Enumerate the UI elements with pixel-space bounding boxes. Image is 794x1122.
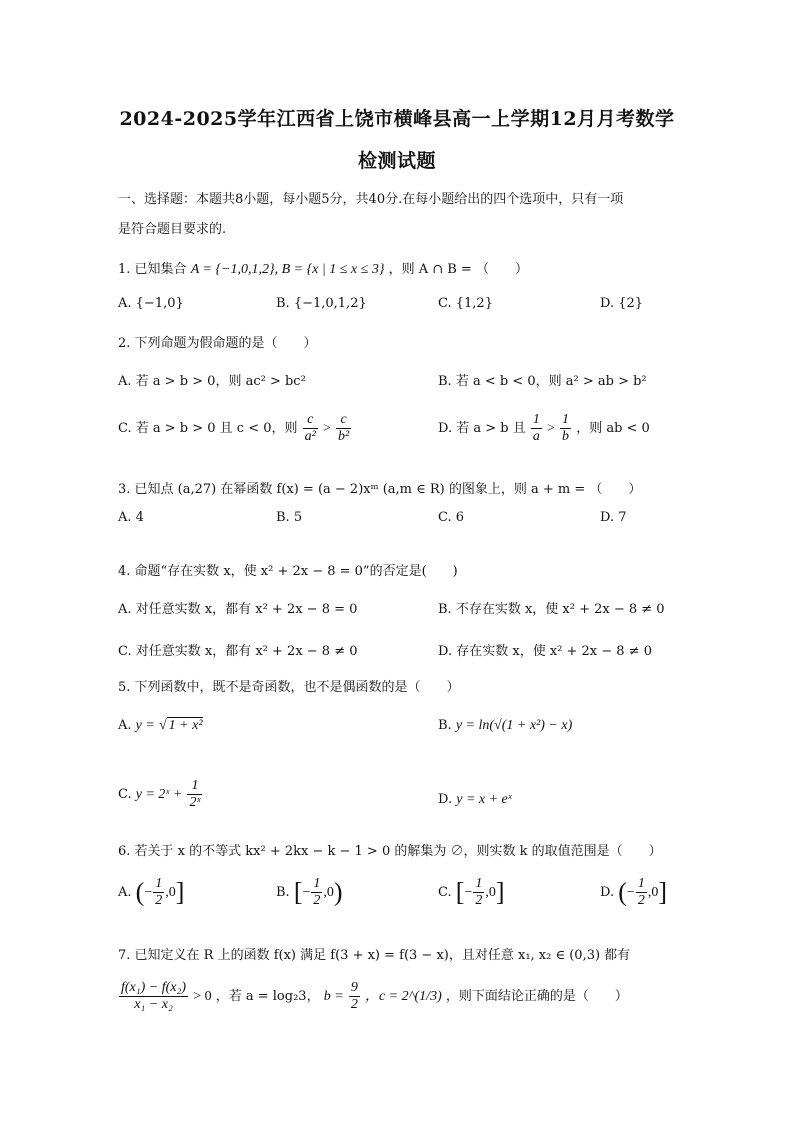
q6-d-right-bracket: ] bbox=[658, 877, 667, 907]
q6-d-label: D. bbox=[600, 885, 615, 900]
exam-title-line1: 2024-2025学年江西省上饶市横峰县高一上学期12月月考数学 bbox=[119, 108, 675, 130]
question-4: 4. 命题“存在实数 x，使 x² + 2x − 8 = 0”的否定是( ) bbox=[118, 564, 458, 579]
q7-b-pre: b = bbox=[323, 989, 344, 1004]
q5-d-label: D. bbox=[438, 792, 453, 807]
q5-a-radical: √ 1 + x² bbox=[158, 718, 203, 733]
q2-c-pre: C. 若 a > b > 0 且 c < 0，则 bbox=[118, 421, 298, 436]
q2-option-d[interactable] bbox=[438, 412, 650, 445]
q7-condition bbox=[118, 980, 628, 1013]
question-3: 3. 已知点 (a,27) 在幂函数 f(x) = (a − 2)xᵐ (a,m ∈ R) 的图象上，则 a + m = （ ） bbox=[118, 482, 642, 497]
q6-d-frac: $\frac{1}{2}$ bbox=[637, 876, 645, 908]
q7-tail: ，则下面结论正确的是（ ） bbox=[445, 989, 628, 1004]
q4-option-b[interactable]: B. 不存在实数 x，使 x² + 2x − 8 ≠ 0 bbox=[438, 602, 665, 617]
q5-a-pre: y = bbox=[135, 718, 155, 733]
q6-b-left-bracket: [ bbox=[293, 877, 303, 907]
q6-d-left-bracket: ( bbox=[618, 877, 627, 907]
q6-c-label: C. bbox=[438, 885, 452, 900]
q1-option-b[interactable]: B. {−1,0,1,2} bbox=[276, 296, 367, 311]
section-instructions-line2: 是符合题目要求的. bbox=[118, 222, 227, 237]
q6-option-b[interactable]: B. [− $\frac{1}{2}$ ,0) bbox=[276, 876, 343, 908]
q5-option-d[interactable] bbox=[438, 792, 512, 808]
q3-option-c[interactable]: C. 6 bbox=[438, 510, 465, 525]
q3-option-d[interactable]: D. 7 bbox=[600, 510, 627, 525]
q1-prefix: 1. 已知集合 bbox=[118, 262, 187, 277]
q7-c-def: ，c = 2^(1/3) bbox=[364, 989, 442, 1004]
question-2: 2. 下列命题为假命题的是（ ） bbox=[118, 336, 317, 351]
q6-a-label: A. bbox=[118, 885, 132, 900]
q5-b-expr: y = ln(√(1 + x²) − x) bbox=[455, 718, 573, 733]
q4-option-d[interactable]: D. 存在实数 x，使 x² + 2x − 8 ≠ 0 bbox=[438, 644, 652, 659]
q4-option-c[interactable]: C. 对任意实数 x，都有 x² + 2x − 8 ≠ 0 bbox=[118, 644, 358, 659]
q6-a-left-bracket: ( bbox=[135, 877, 145, 907]
q2-d-frac1: $\frac{1}{a}$ bbox=[532, 412, 540, 444]
question-6: 6. 若关于 x 的不等式 kx² + 2kx − k − 1 > 0 的解集为 ∅，则实数 k 的取值范围是（ ） bbox=[118, 844, 662, 859]
q5-c-pre: y = 2ˣ + bbox=[135, 787, 183, 802]
exam-title-line2: 检测试题 bbox=[357, 150, 436, 172]
q6-b-frac: $\frac{1}{2}$ bbox=[313, 876, 321, 908]
q2-option-c[interactable] bbox=[118, 412, 352, 445]
q5-option-a[interactable] bbox=[118, 718, 203, 734]
q2-c-frac1: $\frac{c}{\text{a²}}$ bbox=[304, 412, 316, 444]
q2-d-pre: D. 若 a > b 且 bbox=[438, 421, 526, 436]
q2-option-b[interactable]: B. 若 a < b < 0，则 a² > ab > b² bbox=[438, 374, 647, 389]
q5-option-c[interactable] bbox=[118, 778, 203, 811]
q2-d-post: ，则 ab < 0 bbox=[576, 421, 650, 436]
q2-c-frac2: $\frac{c}{\text{b²}}$ bbox=[338, 412, 350, 444]
q1-option-c[interactable]: C. {1,2} bbox=[438, 296, 493, 311]
q5-b-label: B. bbox=[438, 718, 452, 733]
q3-option-a[interactable]: A. 4 bbox=[118, 510, 144, 525]
q6-a-frac: $\frac{1}{2}$ bbox=[155, 876, 163, 908]
q6-a-right-bracket: ] bbox=[175, 877, 185, 907]
question-7: 7. 已知定义在 R 上的函数 f(x) 满足 f(3 + x) = f(3 − x)，且对任意 x₁, x₂ ∈ (0,3) 都有 bbox=[118, 948, 631, 963]
q5-c-frac: $\frac{1}{\text{2ˣ}}$ bbox=[189, 778, 201, 810]
question-1 bbox=[118, 258, 528, 278]
q2-d-frac2: $\frac{1}{b}$ bbox=[562, 412, 570, 444]
q5-option-b[interactable] bbox=[438, 718, 572, 734]
q4-option-a[interactable]: A. 对任意实数 x，都有 x² + 2x − 8 = 0 bbox=[118, 602, 358, 617]
q1-suffix: ，则 A ∩ B = （ ） bbox=[388, 262, 528, 277]
q5-d-expr: y = x + eˣ bbox=[456, 792, 512, 807]
q6-option-a[interactable]: A. (− $\frac{1}{2}$ ,0] bbox=[118, 876, 185, 908]
q2-option-a[interactable]: A. 若 a > b > 0，则 ac² > bc² bbox=[118, 374, 306, 389]
q7-difference-quotient: $\frac{\text{f(x₁) − f(x₂)}}{\text{x₁ − x₂}}$ bbox=[121, 980, 187, 1012]
q5-c-label: C. bbox=[118, 787, 132, 802]
q7-a-def: ，若 a = log₂3， bbox=[215, 989, 320, 1004]
q2-d-gt: > bbox=[547, 421, 555, 436]
q1-option-a[interactable]: A. {−1,0} bbox=[118, 296, 184, 311]
q7-b-frac: $\frac{9}{2}$ bbox=[350, 980, 358, 1012]
q6-option-c[interactable]: C. [− $\frac{1}{2}$ ,0] bbox=[438, 876, 505, 908]
q6-c-left-bracket: [ bbox=[455, 877, 465, 907]
q6-c-frac: $\frac{1}{2}$ bbox=[475, 876, 483, 908]
q6-c-right-bracket: ] bbox=[495, 877, 505, 907]
q1-option-d[interactable]: D. {2} bbox=[600, 296, 644, 311]
question-5: 5. 下列函数中，既不是奇函数，也不是偶函数的是（ ） bbox=[118, 680, 460, 695]
q5-a-label: A. bbox=[118, 718, 132, 733]
section-instructions-line1: 一、选择题：本题共8小题，每小题5分，共40分.在每小题给出的四个选项中，只有一项 bbox=[118, 192, 624, 207]
q1-math: A = {−1,0,1,2}, B = {x | 1 ≤ x ≤ 3} bbox=[190, 262, 385, 277]
q2-c-gt: > bbox=[323, 421, 331, 436]
q6-b-right-bracket: ) bbox=[333, 877, 343, 907]
q6-b-label: B. bbox=[276, 885, 290, 900]
q3-option-b[interactable]: B. 5 bbox=[276, 510, 303, 525]
q6-option-d[interactable]: D. (− $\frac{1}{2}$ ,0] bbox=[600, 876, 667, 908]
q7-gt-zero: > 0 bbox=[193, 989, 212, 1004]
